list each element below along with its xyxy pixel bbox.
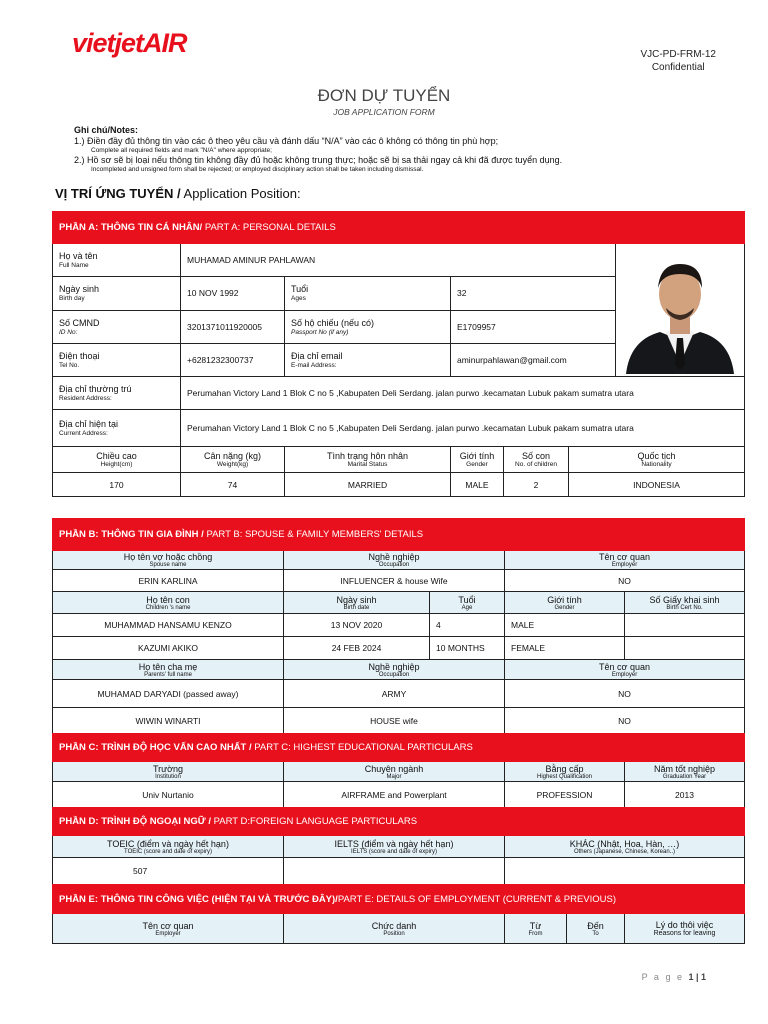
spouse-occupation-header: Nghề nghiệp Occupation xyxy=(284,551,505,570)
note-2: 2.) Hồ sơ sẽ bị loại nếu thông tin không đầy đủ hoặc không trung thực; hoặc sẽ bị sa thải ngay cả khi đã được tuyển dụng. xyxy=(74,155,563,165)
marital-header: Tình trạng hôn nhân Marital Status xyxy=(285,447,451,473)
section-e-header: PHẦN E: THÔNG TIN CÔNG VIỆC (HIỆN TẠI VÀ TRƯỚC ĐÂY)/PART E: DETAILS OF EMPLOYMENT (CURRENT & PREVIOUS) xyxy=(53,885,745,914)
weight-value[interactable]: 74 xyxy=(181,473,285,497)
parent-occupation[interactable]: HOUSE wife xyxy=(284,708,505,735)
child-age[interactable]: 10 MONTHS xyxy=(430,637,505,660)
to-header: Đến To xyxy=(567,914,625,944)
gender-header: Giới tính Gender xyxy=(451,447,504,473)
resident-value[interactable]: Perumahan Victory Land 1 Blok C no 5 ,Kabupaten Deli Serdang. jalan purwo .kecamatan Lubuk pakam sumatra utara xyxy=(181,377,745,410)
section-d-header: PHẦN D: TRÌNH ĐỘ NGOẠI NGỮ / PART D:FOREIGN LANGUAGE PARTICULARS xyxy=(53,808,745,836)
section-b-header: PHẦN B: THÔNG TIN GIA ĐÌNH / PART B: SPOUSE & FAMILY MEMBERS' DETAILS xyxy=(53,519,745,551)
fullname-value[interactable]: MUHAMAD AMINUR PAHLAWAN xyxy=(181,244,616,277)
phone-label: Điện thoại Tel No. xyxy=(53,343,181,376)
child-age-header: Tuổi Age xyxy=(430,592,505,614)
major-header: Chuyên ngành Major xyxy=(284,762,505,782)
section-a-table xyxy=(52,211,745,447)
institution-header: Trường Institution xyxy=(53,762,284,782)
child-name[interactable]: KAZUMI AKIKO xyxy=(53,637,284,660)
parent-employer-header: Tên cơ quan Employer xyxy=(505,660,745,680)
confidential-label: Confidential xyxy=(651,62,705,73)
child-dob[interactable]: 24 FEB 2024 xyxy=(284,637,430,660)
height-header: Chiều cao Height(cm) xyxy=(53,447,181,473)
form-subtitle: JOB APPLICATION FORM xyxy=(333,107,435,117)
fullname-label: Họ và tên Full Name xyxy=(53,244,181,277)
graduation-year-header: Năm tốt nghiệp Graduation Year xyxy=(625,762,745,782)
current-address-value[interactable]: Perumahan Victory Land 1 Blok C no 5 ,Kabupaten Deli Serdang. jalan purwo .kecamatan Lubuk pakam sumatra utara xyxy=(181,410,745,447)
section-c-header: PHẦN C: TRÌNH ĐỘ HỌC VẤN CAO NHẤT / PART C: HIGHEST EDUCATIONAL PARTICULARS xyxy=(53,734,745,762)
email-value[interactable]: aminurpahlawan@gmail.com xyxy=(451,343,616,376)
table-row xyxy=(53,680,745,708)
passport-value[interactable]: E1709957 xyxy=(451,310,616,343)
phone-value[interactable]: +6281232300737 xyxy=(181,343,285,376)
parent-employer[interactable]: NO xyxy=(505,708,745,735)
section-a-physical-table xyxy=(52,446,745,497)
form-title: ĐƠN DỰ TUYỂN xyxy=(317,86,451,105)
position-label-vi: VỊ TRÍ ỨNG TUYỂN / xyxy=(55,186,181,201)
marital-value[interactable]: MARRIED xyxy=(285,473,451,497)
section-a-header: PHẦN A: THÔNG TIN CÁ NHÂN/ PART A: PERSONAL DETAILS xyxy=(53,212,745,244)
gender-value[interactable]: MALE xyxy=(451,473,504,497)
resident-label: Địa chỉ thường trú Resident Address: xyxy=(53,377,181,410)
major-value[interactable]: AIRFRAME and Powerplant xyxy=(284,782,505,808)
birthday-label: Ngày sinh Birth day xyxy=(53,277,181,310)
age-value[interactable]: 32 xyxy=(451,277,616,310)
spouse-name-header: Họ tên vợ hoặc chồng Spouse name xyxy=(53,551,284,570)
child-gender[interactable]: FEMALE xyxy=(505,637,625,660)
spouse-employer[interactable]: NO xyxy=(505,570,745,592)
child-age[interactable]: 4 xyxy=(430,614,505,637)
page-count: 1 | 1 xyxy=(688,972,706,982)
other-language-value[interactable] xyxy=(505,858,745,885)
child-dob[interactable]: 13 NOV 2020 xyxy=(284,614,430,637)
note-1-en: Complete all required fields and mark "N/A" where appropriate; xyxy=(91,147,272,154)
id-label: Số CMND ID No: xyxy=(53,310,181,343)
children-header: Số con No. of children xyxy=(504,447,569,473)
section-c-table xyxy=(52,733,745,808)
position-header: Chức danh Position xyxy=(284,914,505,944)
table-row xyxy=(53,614,745,637)
notes-block xyxy=(74,125,714,174)
form-code-id: VJC-PD-FRM-12 xyxy=(640,49,716,60)
from-header: Từ From xyxy=(505,914,567,944)
child-name-header: Họ tên con Children 's name xyxy=(53,592,284,614)
institution-value[interactable]: Univ Nurtanio xyxy=(53,782,284,808)
parent-name-header: Họ tên cha mẹ Parents' full name xyxy=(53,660,284,680)
section-b-table xyxy=(52,518,745,735)
nationality-header: Quốc tịch Nationality xyxy=(569,447,745,473)
nationality-value[interactable]: INDONESIA xyxy=(569,473,745,497)
application-position xyxy=(55,186,301,201)
section-d-table xyxy=(52,807,745,885)
email-label: Địa chỉ email E-mail Address: xyxy=(285,343,451,376)
spouse-occupation[interactable]: INFLUENCER & house Wife xyxy=(284,570,505,592)
page-label: P a g e xyxy=(641,972,684,982)
employer-header: Tên cơ quan Employer xyxy=(53,914,284,944)
notes-label: Ghi chú/Notes: xyxy=(74,125,139,135)
note-2-en: Incompleted and unsigned form shall be rejected; or employed disciplinary action shall be taken including dismissal. xyxy=(91,166,424,173)
weight-header: Cân nặng (kg) Weight(kg) xyxy=(181,447,285,473)
form-code xyxy=(640,48,716,74)
child-gender[interactable]: MALE xyxy=(505,614,625,637)
child-cert-header: Số Giấy khai sinh Birth Cert No. xyxy=(625,592,745,614)
children-value[interactable]: 2 xyxy=(504,473,569,497)
qualification-header: Bằng cấp Highest Qualification xyxy=(505,762,625,782)
parent-occupation-header: Nghề nghiệp Occupation xyxy=(284,660,505,680)
spouse-employer-header: Tên cơ quan Employer xyxy=(505,551,745,570)
parent-occupation[interactable]: ARMY xyxy=(284,680,505,708)
age-label: Tuổi Ages xyxy=(285,277,451,310)
portrait-image xyxy=(616,244,744,374)
passport-label: Số hộ chiếu (nếu có) Passport No (if any) xyxy=(285,310,451,343)
parent-employer[interactable]: NO xyxy=(505,680,745,708)
note-1: 1.) Điền đầy đủ thông tin vào các ô theo yêu cầu và đánh dấu “N/A” vào các ô không có thông tin phù hợp; xyxy=(74,136,499,146)
table-row xyxy=(53,637,745,660)
reason-header: Lý do thôi việc Reasons for leaving xyxy=(625,914,745,944)
page-number xyxy=(642,972,706,982)
ielts-value[interactable] xyxy=(284,858,505,885)
child-name[interactable]: MUHAMMAD HANSAMU KENZO xyxy=(53,614,284,637)
section-e-table xyxy=(52,884,745,944)
parent-name[interactable]: MUHAMAD DARYADI (passed away) xyxy=(53,680,284,708)
position-label-en: Application Position: xyxy=(183,186,301,201)
other-language-header: KHÁC (Nhật, Hoa, Hàn, …) Others (Japanese, Chinese, Korean..) xyxy=(505,836,745,858)
child-cert[interactable] xyxy=(625,637,745,660)
height-value[interactable]: 170 xyxy=(53,473,181,497)
id-value[interactable]: 3201371011920005 xyxy=(181,310,285,343)
toeic-header: TOEIC (điểm và ngày hết hạn) TOEIC (score and date of expiry) xyxy=(53,836,284,858)
applicant-photo xyxy=(616,244,745,377)
table-row xyxy=(53,708,745,735)
toeic-value[interactable]: 507 xyxy=(53,858,284,885)
current-address-label: Địa chỉ hiện tại Current Address: xyxy=(53,410,181,447)
child-gender-header: Giới tính Gender xyxy=(505,592,625,614)
birthday-value[interactable]: 10 NOV 1992 xyxy=(181,277,285,310)
child-dob-header: Ngày sinh Birth date xyxy=(284,592,430,614)
child-cert[interactable] xyxy=(625,614,745,637)
company-logo: vietjetAIR xyxy=(72,28,187,58)
graduation-year-value[interactable]: 2013 xyxy=(625,782,745,808)
ielts-header: IELTS (điểm và ngày hết hạn) IELTS (score and date of expiry) xyxy=(284,836,505,858)
qualification-value[interactable]: PROFESSION xyxy=(505,782,625,808)
parent-name[interactable]: WIWIN WINARTI xyxy=(53,708,284,735)
spouse-name[interactable]: ERIN KARLINA xyxy=(53,570,284,592)
